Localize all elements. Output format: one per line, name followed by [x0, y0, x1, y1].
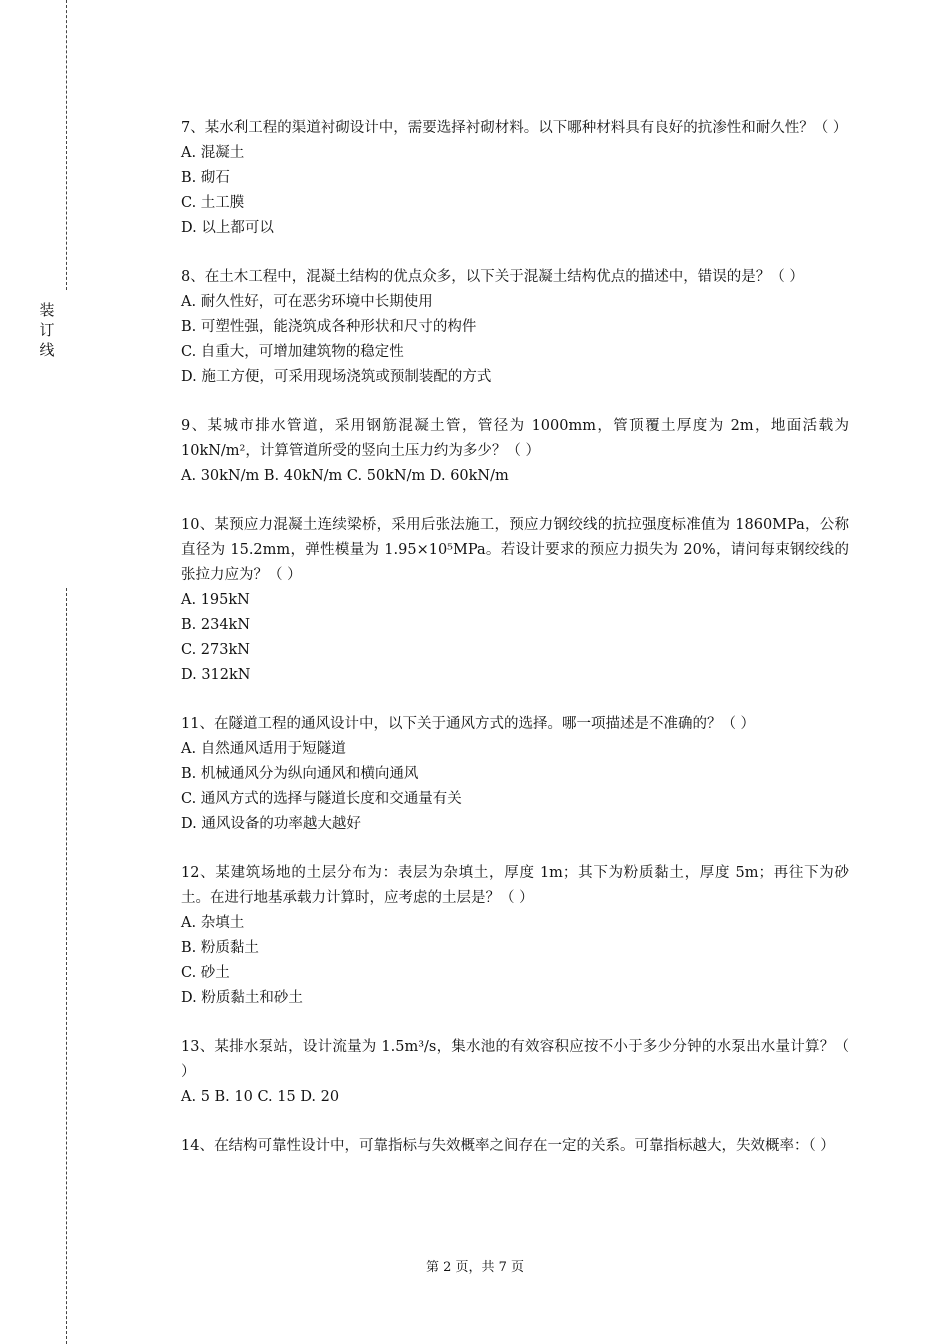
option-a: A. 耐久性好，可在恶劣环境中长期使用 [181, 294, 433, 310]
option-d: D. 粉质黏土和砂土 [181, 990, 303, 1006]
question-7 [181, 116, 849, 241]
binding-line-bottom [66, 588, 67, 1344]
question-8 [181, 265, 849, 390]
question-14 [181, 1134, 849, 1159]
option-c: C. 通风方式的选择与隧道长度和交通量有关 [181, 791, 462, 807]
option-d: D. 312kN [181, 667, 251, 683]
question-stem: 11、在隧道工程的通风设计中，以下关于通风方式的选择。哪一项描述是不准确的？（ ） [181, 716, 756, 732]
question-11 [181, 712, 849, 837]
question-9 [181, 414, 849, 489]
binding-char: 装 [39, 301, 55, 319]
question-10 [181, 513, 849, 688]
question-stem: 9、某城市排水管道，采用钢筋混凝土管，管径为 1000mm，管顶覆土厚度为 2m，地面活载为 10kN/m²，计算管道所受的竖向土压力约为多少？（ ） [181, 418, 849, 459]
question-stem: 7、某水利工程的渠道衬砌设计中，需要选择衬砌材料。以下哪种材料具有良好的抗渗性和耐久性？（ ） [181, 120, 848, 136]
option-c: C. 273kN [181, 642, 250, 658]
option-b: B. 砌石 [181, 170, 230, 186]
option-b: B. 机械通风分为纵向通风和横向通风 [181, 766, 419, 782]
page-number: 第 2 页，共 7 页 [425, 1260, 525, 1275]
option-a: A. 195kN [181, 592, 250, 608]
option-a: A. 杂填土 [181, 915, 245, 931]
binding-char: 订 [39, 321, 55, 339]
options-inline: A. 30kN/m B. 40kN/m C. 50kN/m D. 60kN/m [181, 468, 509, 484]
binding-label [38, 300, 56, 360]
option-b: B. 粉质黏土 [181, 940, 259, 956]
option-b: B. 可塑性强，能浇筑成各种形状和尺寸的构件 [181, 319, 477, 335]
question-stem: 8、在土木工程中，混凝土结构的优点众多，以下关于混凝土结构优点的描述中，错误的是？（ ） [181, 269, 804, 285]
question-stem: 10、某预应力混凝土连续梁桥，采用后张法施工，预应力钢绞线的抗拉强度标准值为 1860MPa，公称直径为 15.2mm，弹性模量为 1.95×10⁵MPa。若设计要求的预应力损失为 20%，请问每束钢绞线的张拉力应为？（ ） [181, 517, 849, 583]
question-list [181, 116, 849, 1183]
option-c: C. 自重大，可增加建筑物的稳定性 [181, 344, 404, 360]
question-13 [181, 1035, 849, 1110]
question-stem: 12、某建筑场地的土层分布为：表层为杂填土，厚度 1m；其下为粉质黏土，厚度 5m；再往下为砂土。在进行地基承载力计算时，应考虑的土层是？（ ） [181, 865, 849, 906]
option-b: B. 234kN [181, 617, 251, 633]
option-d: D. 施工方便，可采用现场浇筑或预制装配的方式 [181, 369, 492, 385]
option-a: A. 自然通风适用于短隧道 [181, 741, 346, 757]
question-12 [181, 861, 849, 1011]
option-c: C. 砂土 [181, 965, 230, 981]
option-d: D. 通风设备的功率越大越好 [181, 816, 361, 832]
question-stem: 13、某排水泵站，设计流量为 1.5m³/s，集水池的有效容积应按不小于多少分钟的水泵出水量计算？（ ） [181, 1039, 849, 1080]
options-inline: A. 5 B. 10 C. 15 D. 20 [181, 1089, 340, 1105]
option-a: A. 混凝土 [181, 145, 245, 161]
option-d: D. 以上都可以 [181, 220, 274, 236]
binding-char: 线 [39, 341, 55, 359]
question-stem: 14、在结构可靠性设计中，可靠指标与失效概率之间存在一定的关系。可靠指标越大，失效概率：（ ） [181, 1138, 835, 1154]
binding-line-top [66, 0, 67, 290]
option-c: C. 土工膜 [181, 195, 245, 211]
